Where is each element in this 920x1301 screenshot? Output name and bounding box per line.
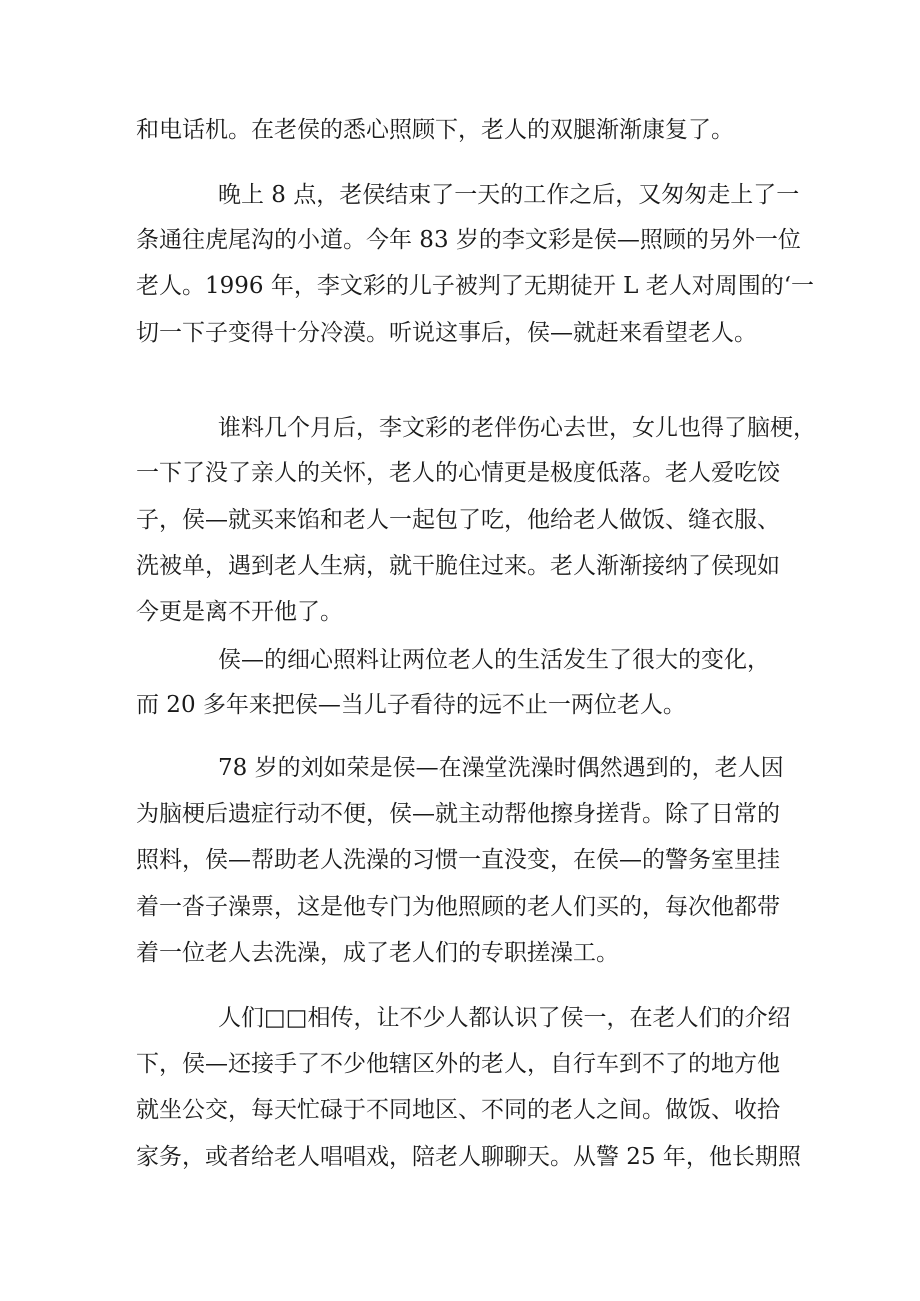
paragraph-6-line-4: 家务，或者给老人唱唱戏，陪老人聊聊天。从警 25 年，他长期照: [136, 1144, 801, 1170]
paragraph-3-line-3: 子，侯—就买来馅和老人一起包了吃，他给老人做饭、缝衣服、: [136, 507, 780, 533]
paragraph-2-line-3: 老人。1996 年，李文彩的儿子被判了无期徒开 L 老人对周围的‘一: [136, 273, 815, 299]
paragraph-1-line-1: 和电话机。在老侯的悉心照顾下，老人的双腿渐渐康复了。: [136, 117, 734, 143]
paragraph-2-line-2: 条通往虎尾沟的小道。今年 83 岁的李文彩是侯—照顾的另外一位: [136, 227, 801, 253]
paragraph-3-line-1: 谁料几个月后，李文彩的老伴伤心去世，女儿也得了脑梗，: [218, 415, 816, 441]
paragraph-6-line-2: 下，侯—还接手了不少他辖区外的老人，自行车到不了的地方他: [136, 1051, 780, 1077]
paragraph-6-line-3: 就坐公交，每天忙碌于不同地区、不同的老人之间。做饭、收拾: [136, 1097, 780, 1123]
paragraph-3-line-4: 洗被单，遇到老人生病，就干脆住过来。老人渐渐接纳了侯现如: [136, 553, 780, 579]
paragraph-2-line-1: 晚上 8 点，老侯结束了一天的工作之后，又匆匆走上了一: [218, 182, 800, 208]
paragraph-5-line-4: 着一沓子澡票，这是他专门为他照顾的老人们买的，每次他都带: [136, 894, 780, 920]
paragraph-5-line-5: 着一位老人去洗澡，成了老人们的专职搓澡工。: [136, 940, 619, 966]
paragraph-4-line-1: 侯—的细心照料让两位老人的生活发生了很大的变化，: [218, 647, 770, 673]
paragraph-4-line-2: 而 20 多年来把侯—当儿子看待的远不止一两位老人。: [136, 692, 686, 718]
paragraph-5-line-1: 78 岁的刘如荣是侯—在澡堂洗澡时偶然遇到的，老人因: [218, 755, 784, 781]
paragraph-5-line-3: 照料，侯—帮助老人洗澡的习惯一直没变，在侯—的警务室里挂: [136, 847, 780, 873]
paragraph-5-line-2: 为脑梗后遗症行动不便，侯—就主动帮他擦身搓背。除了日常的: [136, 801, 780, 827]
paragraph-2-line-4: 切一下子变得十分冷漠。听说这事后，侯—就赶来看望老人。: [136, 320, 757, 346]
paragraph-6-line-1: 人们□□相传，让不少人都认识了侯一，在老人们的介绍: [218, 1005, 791, 1031]
paragraph-3-line-5: 今更是离不开他了。: [136, 599, 343, 625]
paragraph-3-line-2: 一下了没了亲人的关怀，老人的心情更是极度低落。老人爱吃饺: [136, 460, 780, 486]
